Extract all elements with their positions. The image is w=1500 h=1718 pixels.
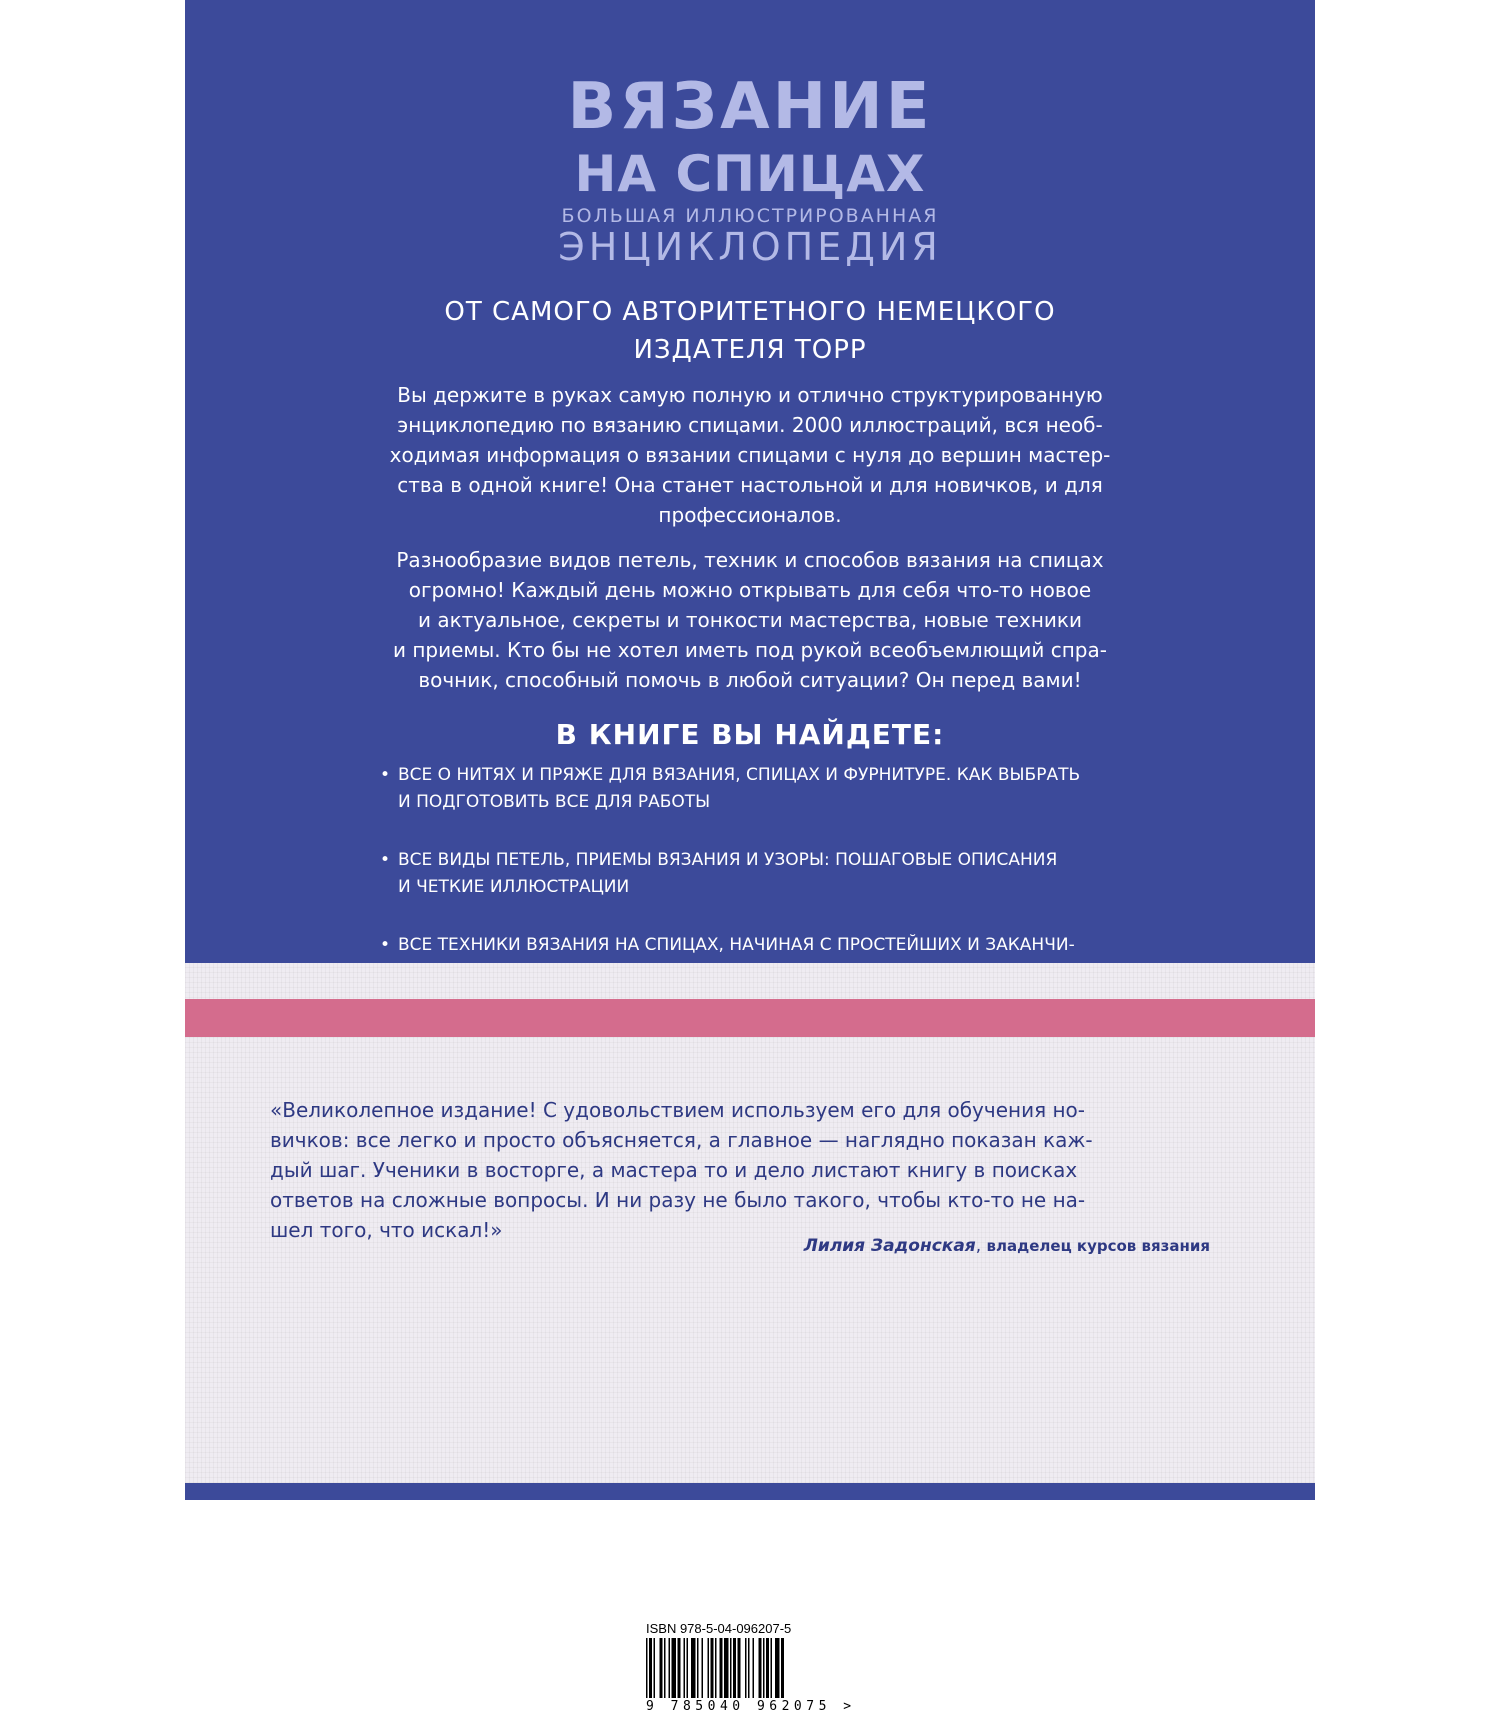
bullet-icon: • [380, 765, 391, 785]
title-line-1: ВЯЗАНИЕ [567, 70, 933, 144]
description-paragraph-1 [185, 380, 1315, 530]
pink-stripe [185, 999, 1315, 1037]
barcode-bar [654, 1638, 656, 1698]
feature-line: И ЧЕТКИЕ ИЛЛЮСТРАЦИИ [398, 877, 630, 897]
barcode-bar [646, 1638, 648, 1698]
title-line-2: НА СПИЦАХ [574, 145, 926, 203]
barcode-bar [649, 1638, 652, 1698]
barcode-bar [687, 1638, 689, 1698]
bullet-icon: • [380, 850, 391, 870]
isbn-label: ISBN 978-5-04-096207-5 [646, 1621, 792, 1636]
isbn-barcode-box [638, 1618, 856, 1718]
review-quote [270, 1095, 1230, 1245]
paragraph-line: профессионалов. [658, 503, 842, 527]
paragraph-line: вочник, способный помочь в любой ситуации? Он перед вами! [418, 668, 1082, 692]
attribution-separator: , [975, 1236, 982, 1256]
barcode-bar [715, 1638, 717, 1698]
barcode-bar [766, 1638, 769, 1698]
barcode-bar [720, 1638, 723, 1698]
quote-line: шел того, что искал!» [270, 1218, 503, 1242]
barcode-bar [724, 1638, 729, 1698]
features-heading: В КНИГЕ ВЫ НАЙДЕТЕ: [555, 718, 945, 751]
barcode-bar [691, 1638, 696, 1698]
feature-line: ВСЕ ВИДЫ ПЕТЕЛЬ, ПРИЕМЫ ВЯЗАНИЯ И УЗОРЫ: ПОШАГОВЫЕ ОПИСАНИЯ [398, 850, 1058, 870]
paragraph-line: Вы держите в руках самую полную и отлично структурированную [397, 383, 1103, 407]
barcode-bar [759, 1638, 762, 1698]
feature-item [380, 847, 1300, 901]
barcode-bar [711, 1638, 714, 1698]
paragraph-line: ства в одной книге! Она станет настольной и для новичков, и для [397, 473, 1103, 497]
feature-item [380, 762, 1300, 816]
barcode-bar [733, 1638, 736, 1698]
barcode-bar [748, 1638, 750, 1698]
barcode-bar [775, 1638, 780, 1698]
quote-line: «Великолепное издание! С удовольствием используем его для обучения но- [270, 1098, 1085, 1122]
paragraph-line: и актуальное, секреты и тонкости мастерства, новые техники [417, 608, 1083, 632]
publisher-heading-line: ОТ САМОГО АВТОРИТЕТНОГО НЕМЕЦКОГО [444, 297, 1056, 327]
quote-line: вичков: все легко и просто объясняется, а главное — наглядно показан каж- [270, 1128, 1093, 1152]
barcode-bar [678, 1638, 681, 1698]
barcode-bar [708, 1638, 710, 1698]
quote-author-role: владелец курсов вязания [986, 1237, 1210, 1255]
barcode-bar [672, 1638, 677, 1698]
paragraph-line: энциклопедию по вязанию спицами. 2000 иллюстраций, вся необ- [397, 413, 1103, 437]
barcode-bar [684, 1638, 686, 1698]
bullet-icon: • [380, 935, 391, 955]
quote-line: ответов на сложные вопросы. И ни разу не было такого, чтобы кто-то не на- [270, 1188, 1086, 1212]
barcode-bar [730, 1638, 732, 1698]
quote-author: Лилия Задонская [803, 1236, 976, 1256]
feature-line: И ПОДГОТОВИТЬ ВСЕ ДЛЯ РАБОТЫ [398, 792, 711, 812]
barcode-bar [753, 1638, 755, 1698]
subtitle: БОЛЬШАЯ ИЛЛЮСТРИРОВАННАЯ [561, 205, 939, 227]
barcode-bar [738, 1638, 741, 1698]
description-paragraph-2 [185, 545, 1315, 695]
back-cover [185, 0, 1315, 1714]
barcode-bar [669, 1638, 671, 1698]
paragraph-line: и приемы. Кто бы не хотел иметь под рукой всеобъемлющий спра- [393, 638, 1107, 662]
paragraph-line: Разнообразие видов петель, техник и способов вязания на спицах [396, 548, 1104, 572]
feature-line: ВСЕ ТЕХНИКИ ВЯЗАНИЯ НА СПИЦАХ, НАЧИНАЯ С ПРОСТЕЙШИХ И ЗАКАНЧИ- [398, 935, 1075, 955]
publisher-heading [185, 293, 1315, 369]
paragraph-line: ходимая информация о вязании спицами с нуля до вершин мастер- [389, 443, 1111, 467]
barcode-bar [763, 1638, 765, 1698]
barcode-bar [781, 1638, 784, 1698]
publisher-heading-line: ИЗДАТЕЛЯ TOPP [633, 335, 867, 365]
barcode-icon [646, 1638, 830, 1698]
textured-paper-panel [185, 963, 1315, 1714]
barcode-bar [664, 1638, 666, 1698]
isbn-digits: 9 785040 962075 > [646, 1699, 856, 1714]
barcode-bar [702, 1638, 704, 1698]
quote-line: дый шаг. Ученики в восторге, а мастера то и дело листают книгу в поисках [270, 1158, 1078, 1182]
paragraph-line: огромно! Каждый день можно открывать для себя что-то новое [408, 578, 1092, 602]
quote-attribution [804, 1236, 1210, 1256]
title-line-encyclopedia: ЭНЦИКЛОПЕДИЯ [558, 225, 942, 269]
barcode-bar [660, 1638, 663, 1698]
barcode-bar [697, 1638, 699, 1698]
barcode-bar [771, 1638, 773, 1698]
feature-line: ВСЕ О НИТЯХ И ПРЯЖЕ ДЛЯ ВЯЗАНИЯ, СПИЦАХ И ФУРНИТУРЕ. КАК ВЫБРАТЬ [398, 765, 1081, 785]
barcode-bar [745, 1638, 747, 1698]
